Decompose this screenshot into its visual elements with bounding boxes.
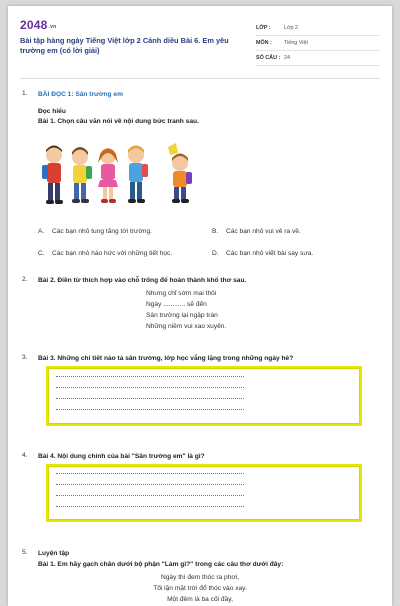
answer-line (56, 484, 244, 485)
answer-line (56, 387, 244, 388)
practice-poem-line: Ngày thì đem thóc ra phơi, (161, 574, 239, 581)
practice-poem-line: Tối lặn mặt trời đổ thóc vào xay. (153, 585, 247, 592)
meta-row-question-count: SỐ CÂU : 24 (256, 52, 380, 66)
poem-line: Nhưng chỉ sớm mai thôi (146, 290, 217, 297)
practice-poem-line: Một đêm là ba cối đầy, (167, 596, 233, 603)
child-figure (168, 143, 192, 203)
option-a[interactable]: A. Các bạn nhỏ tung tăng tới trường. (38, 228, 152, 235)
header-divider (20, 78, 380, 79)
answer-line (56, 409, 244, 410)
meta-row-class: LỚP : Lớp 2 (256, 22, 380, 36)
meta-table (256, 22, 380, 67)
child-figure (72, 147, 92, 203)
section-2-number: 2. (22, 276, 28, 283)
question-1: Bài 1. Chọn câu văn nói về nội dung bức tranh sau. (38, 118, 199, 125)
meta-row-subject: MÔN : Tiếng Việt (256, 37, 380, 51)
question-3: Bài 3. Những chi tiết nào tả sân trường, lớp học vắng lặng trong những ngày hè? (38, 355, 294, 362)
section-1-number: 1. (22, 90, 28, 97)
poem-line: Sân trường lại ngập tràn (146, 312, 218, 319)
section-5-number: 5. (22, 549, 28, 556)
answer-box-4[interactable] (46, 464, 362, 522)
practice-title: Luyện tập (38, 550, 70, 557)
answer-line (56, 376, 244, 377)
answer-line (56, 473, 244, 474)
answer-box-3[interactable] (46, 366, 362, 426)
child-figure (98, 148, 118, 203)
answer-line (56, 506, 244, 507)
section-1-title: BÀI ĐỌC 1: Sân trường em (38, 91, 123, 98)
section-4-number: 4. (22, 452, 28, 459)
children-walking-illustration (38, 141, 202, 207)
option-c[interactable]: C. Các bạn nhỏ háo hức với những tiết học. (38, 250, 173, 257)
document-title: Bài tập hàng ngày Tiếng Việt lớp 2 Cánh diều Bài 6. Em yêu trường em (có lời giải) (20, 36, 229, 55)
section-3-number: 3. (22, 354, 28, 361)
reading-subheading: Đọc hiểu (38, 108, 66, 115)
worksheet-page (8, 6, 392, 606)
poem-line-blank[interactable]: Ngày ............ sẽ đến (146, 301, 207, 308)
practice-question-1: Bài 1. Em hãy gạch chân dưới bộ phận "Làm gì?" trong các câu thơ dưới đây: (38, 561, 284, 568)
child-figure (128, 146, 148, 204)
child-figure (42, 146, 63, 205)
question-4: Bài 4. Nội dung chính của bài "Sân trường em" là gì? (38, 453, 205, 460)
poem-line: Những niềm vui xao xuyến. (146, 323, 227, 330)
option-d[interactable]: D. Các bạn nhỏ viết bài say sưa. (212, 250, 314, 257)
option-b[interactable]: B. Các bạn nhỏ vui vẻ ra về. (212, 228, 301, 235)
answer-line (56, 398, 244, 399)
question-2: Bài 2. Điền từ thích hợp vào chỗ trống để hoàn thành khổ thơ sau. (38, 277, 247, 284)
header (20, 18, 380, 70)
site-logo[interactable]: 2048.vn (20, 18, 57, 32)
answer-line (56, 495, 244, 496)
